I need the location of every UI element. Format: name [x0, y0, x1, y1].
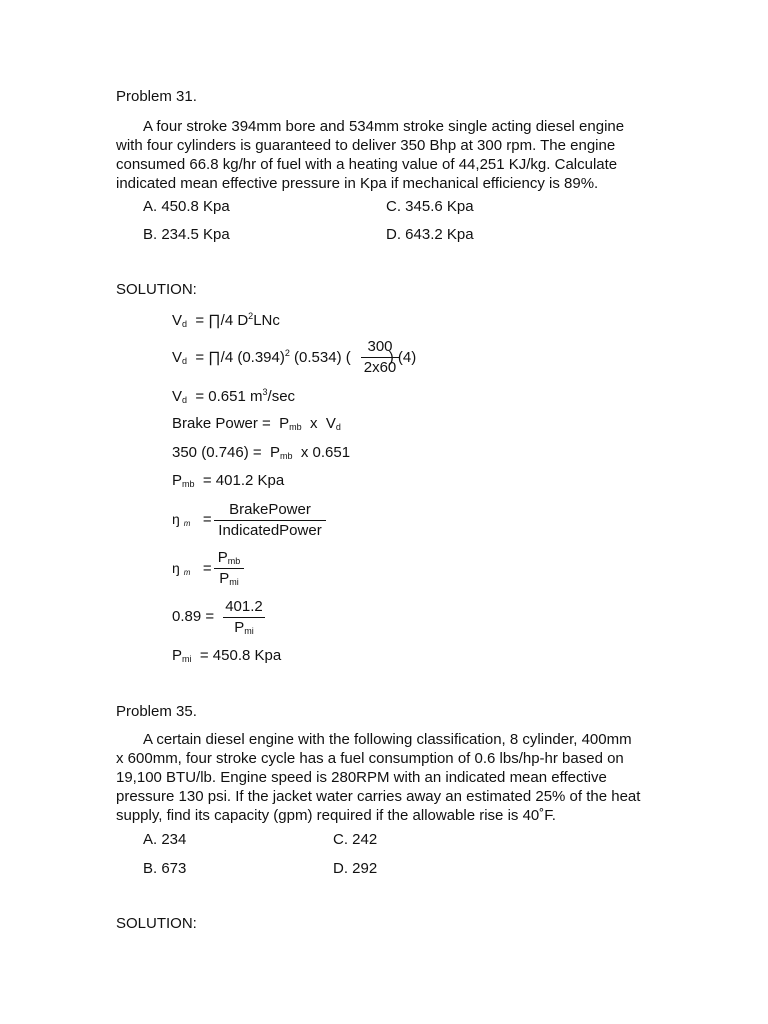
fraction-bar	[214, 520, 326, 521]
eq-superscript: 2	[284, 348, 290, 358]
eq-text: = 0.651 m	[195, 388, 263, 405]
eq-text: LNc	[253, 312, 280, 329]
eta-symbol: ŋ	[172, 511, 180, 527]
fraction-numerator: BrakePower	[229, 501, 311, 518]
fraction-bar	[361, 357, 399, 358]
eq-text: = ∏/4 (0.394)	[195, 349, 285, 366]
eq-subscript: mb	[182, 479, 195, 489]
eq-displacement-result	[172, 387, 295, 405]
eq-subscript: d	[182, 319, 188, 329]
eq-text: /sec	[267, 388, 296, 405]
problem-35-statement	[116, 730, 644, 825]
eq-indicated-fraction	[223, 598, 265, 636]
eq-brake-mep-result	[172, 472, 284, 489]
eq-displacement-formula	[172, 311, 280, 329]
problem-31-choice-d: D. 643.2 Kpa	[386, 226, 474, 243]
problem-31-line-4: indicated mean effective pressure in Kpa if mechanical efficiency is 89%.	[116, 175, 599, 192]
eq-mech-efficiency-definition	[172, 511, 212, 528]
problem-35-line-4: pressure 130 psi. If the jacket water carries away an estimated 25% of the heat	[116, 788, 641, 805]
eq-subscript: mb	[280, 451, 293, 461]
eq-text: x	[310, 415, 318, 432]
fraction-denominator: 2x60	[363, 359, 397, 376]
eq-subscript: mi	[182, 654, 192, 664]
eq-symbol: V	[172, 388, 183, 405]
eq-symbol: P	[234, 619, 245, 636]
problem-31-line-3: consumed 66.8 kg/hr of fuel with a heating value of 44,251 KJ/kg. Calculate	[116, 156, 618, 173]
eq-symbol: V	[172, 312, 183, 329]
problem-35-choice-b: B. 673	[143, 860, 187, 877]
problem-35-choice-d: D. 292	[333, 860, 378, 877]
eq-subscript: mi	[244, 626, 254, 636]
problem-35-solution-label: SOLUTION:	[116, 915, 197, 932]
eq-efficiency-substitution	[172, 608, 214, 625]
problem-31-line-2: with four cylinders is guaranteed to deliver 350 Bhp at 300 rpm. The engine	[116, 137, 616, 154]
eq-text: 0.89 =	[172, 608, 215, 625]
eq-text: x 0.651	[300, 444, 351, 461]
eq-text: ) (4)	[388, 349, 417, 366]
eq-subscript: mb	[227, 556, 241, 566]
eq-text: Brake Power =	[172, 415, 271, 432]
eq-symbol: V	[325, 415, 336, 432]
fraction-denominator: IndicatedPower	[218, 522, 322, 539]
eq-final-answer	[172, 647, 281, 664]
eq-text: =	[202, 560, 212, 577]
eq-symbol: V	[172, 349, 183, 366]
eq-text: 350 (0.746) =	[172, 444, 262, 461]
eq-subscript: mi	[229, 577, 239, 587]
eq-symbol: P	[279, 415, 290, 432]
fraction-numerator: 401.2	[225, 598, 263, 615]
eq-subscript: d	[335, 422, 341, 432]
eq-pressure-fraction	[214, 549, 244, 587]
problem-31-choice-a: A. 450.8 Kpa	[143, 198, 230, 215]
eq-subscript: mb	[289, 422, 302, 432]
problem-35-line-3: 19,100 BTU/lb. Engine speed is 280RPM with an indicated mean effective	[116, 769, 607, 786]
problem-31-line-1: A four stroke 394mm bore and 534mm stroke single acting diesel engine	[143, 118, 625, 135]
problem-35-line-2: x 600mm, four stroke cycle has a fuel consumption of 0.6 lbs/hp-hr based on	[116, 750, 624, 767]
eq-symbol: P	[270, 444, 281, 461]
eq-superscript: 2	[248, 311, 254, 321]
problem-31-statement	[116, 117, 644, 193]
fraction-numerator: 300	[367, 338, 393, 355]
eq-subscript: m	[183, 568, 191, 577]
fraction-bar	[214, 568, 244, 569]
eq-text: = 401.2 Kpa	[202, 472, 285, 489]
problem-31-solution-label: SOLUTION:	[116, 281, 197, 298]
problem-31-choice-b: B. 234.5 Kpa	[143, 226, 230, 243]
eq-power-fraction	[214, 501, 326, 539]
problem-35-line-1: A certain diesel engine with the following classification, 8 cylinder, 400mm	[143, 731, 632, 748]
eq-text: =	[202, 511, 212, 528]
problem-35-line-5: supply, find its capacity (gpm) required if the allowable rise is 40˚F.	[116, 807, 556, 824]
eq-brake-power	[172, 415, 341, 432]
problem-35-title: Problem 35.	[116, 703, 197, 720]
eq-subscript: d	[182, 356, 188, 366]
problem-31-choice-c: C. 345.6 Kpa	[386, 198, 474, 215]
problem-35-choice-a: A. 234	[143, 831, 187, 848]
eq-mech-efficiency-pressure	[172, 560, 212, 577]
eq-text: = ∏/4 D	[195, 312, 249, 329]
problem-31-title: Problem 31.	[116, 88, 197, 105]
eq-speed-fraction	[361, 338, 399, 376]
eq-symbol: P	[217, 549, 228, 566]
eq-superscript: 3	[262, 387, 268, 397]
eq-brake-power-substitution	[172, 444, 350, 461]
problem-35-choice-c: C. 242	[333, 831, 378, 848]
eq-symbol: P	[172, 472, 183, 489]
eq-symbol: P	[172, 647, 183, 664]
eq-text: = 450.8 Kpa	[199, 647, 282, 664]
eq-subscript: m	[183, 519, 191, 528]
eta-symbol: ŋ	[172, 560, 180, 576]
eq-symbol: P	[219, 570, 230, 587]
fraction-bar	[223, 617, 265, 618]
eq-subscript: d	[182, 395, 188, 405]
eq-text: (0.534) (	[289, 349, 351, 366]
